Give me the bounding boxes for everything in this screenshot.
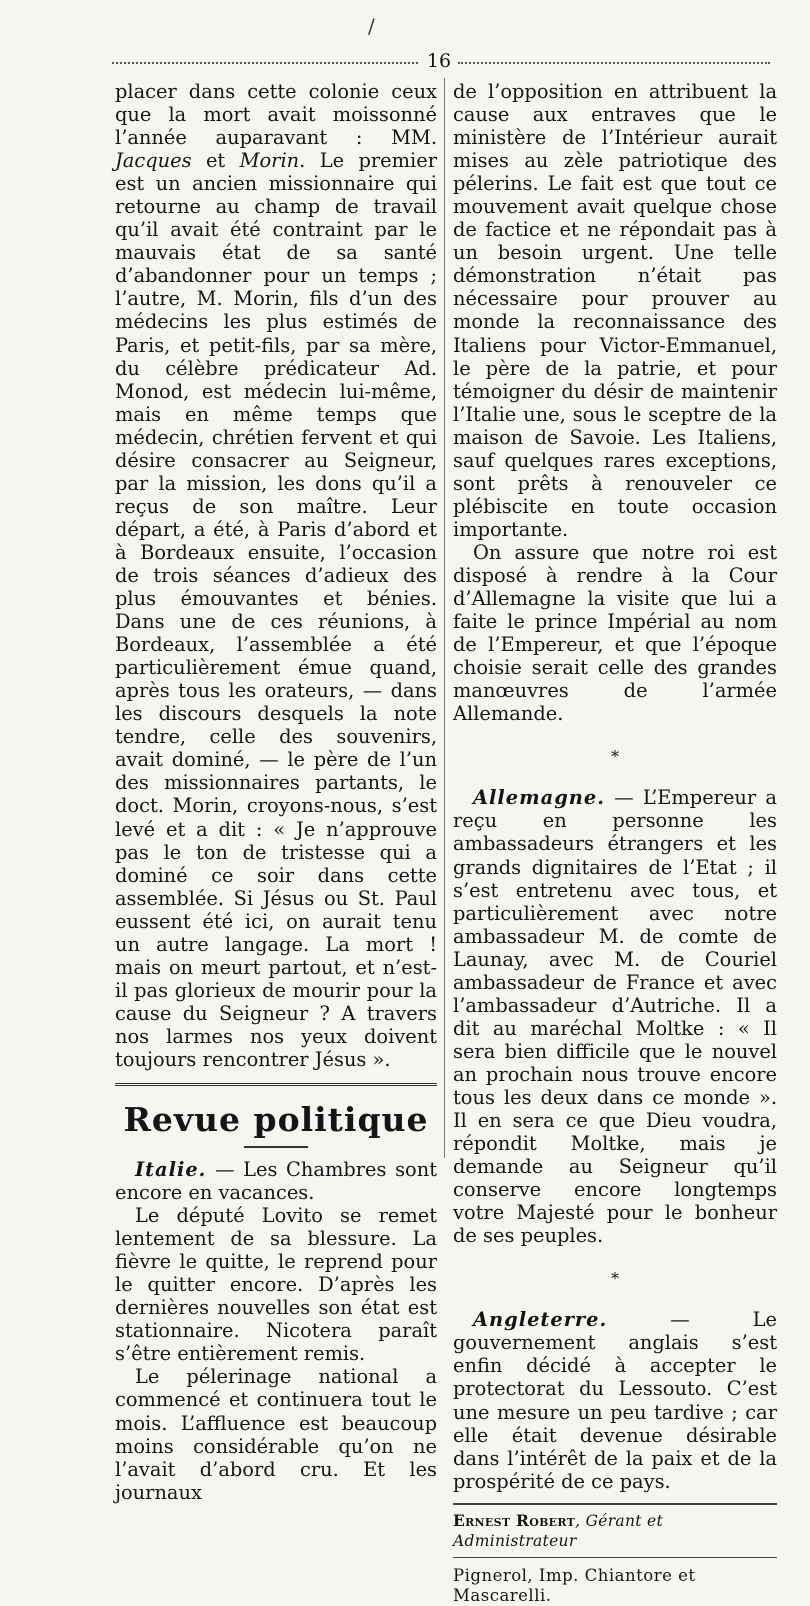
country-label-angleterre: Angleterre. [473, 1308, 608, 1332]
name-jacques: Jacques [115, 149, 192, 173]
roi-paragraph: On assure que notre roi est disposé à rendre à la Cour d’Allemagne la visite que lui a faite le prince Impérial au nom de l’Empereur, et que l’époque choisie serait celle des grandes manœuvres de l’armée Allemande. [453, 540, 777, 726]
footer-rule [453, 1503, 777, 1505]
angleterre-paragraph: Angleterre. — Le gouvernement anglais s’est enfin décidé à accepter le protectorat du Lessouto. C’est une mesure un peu tardive ; car elle était devenue désirable dans l’intérêt de la paix et de la prospérité de ce pays. [453, 1308, 777, 1493]
pelerinage-paragraph: Le pélerinage national a commencé et continuera tout le mois. L’affluence est beaucoup moins considérable qu’on ne l’avait d’abord cru. Et les journaux [115, 1365, 437, 1504]
right-column [453, 80, 777, 1606]
column-divider [444, 78, 445, 1158]
section-title: Revue politique [123, 1100, 429, 1140]
separator-star: * [611, 747, 619, 767]
publisher-role: , Gérant et Administrateur [453, 1511, 664, 1550]
header-rule-right [458, 62, 770, 64]
separator-star: * [611, 1269, 619, 1289]
title-rule [244, 1146, 308, 1148]
opposition-paragraph: de l’opposition en attribuent la cause aux entraves que le ministère de l’Intérieur aurait mises au zèle patriotique des pélerins. Le fait est que tout ce mouvement avait quelque chose de factice et ne répondait pas à un besoin urgent. Une telle démonstration n’était pas nécessaire pour prouver au monde la reconnaissance des Italiens pour Victor-Emmanuel, le père de la patrie, et pour témoigner du désir de maintenir l’Italie une, sous le sceptre de la maison de Savoie. Les Italiens, sauf quelques rares exceptions, sont prêts à renouveler ce plébiscite en toute occasion importante. [453, 80, 777, 541]
publisher-line [453, 1511, 777, 1551]
header-rule-left [112, 62, 418, 64]
allemagne-paragraph: Allemagne. — L’Empereur a reçu en personne les ambassadeurs étrangers et les grands dignitaires de l’Etat ; il s’est entretenu avec tous, et particulièrement avec notre ambassadeur M. de comte de Launay, avec M. de Couriel ambassadeur de France et avec l’ambassadeur d’Autriche. Il a dit au maréchal Moltke : « Il sera bien difficile que le nouvel an prochain nous trouve encore tous les deux dans ce monde ». Il en sera ce que Dieu voudra, répondit Moltke, mais je demande au Seigneur qu’il conserve encore longtemps votre Majesté pour le bonheur de ses peuples. [453, 786, 777, 1248]
name-morin: Morin [239, 149, 300, 173]
printer-line: Pignerol, Imp. Chiantore et Mascarelli. [453, 1565, 696, 1605]
footer-rule-thin [453, 1557, 777, 1558]
top-mark: / [368, 14, 375, 38]
country-label-allemagne: Allemagne. [473, 786, 605, 810]
italie-paragraph: Italie. — Les Chambres sont encore en vacances. [115, 1158, 437, 1205]
page-number: 16 [426, 50, 452, 72]
section-rule [115, 1083, 437, 1086]
left-column [115, 80, 437, 1504]
country-label-italie: Italie. [135, 1158, 207, 1182]
lovito-paragraph: Le député Lovito se remet lentement de sa blessure. La fièvre le quitte, le reprend pour le quitter encore. D’après les dernières nouvelles son état est stationnaire. Nicotera paraît s’être entièrement remis. [115, 1204, 437, 1366]
missionaries-paragraph: placer dans cette colonie ceux que la mort avait moissonné l’année auparavant : MM. Jacques et Morin. Le premier est un ancien missionnaire qui retourne au champ de travail qu’il avait été contraint par le mauvais état de sa santé d’abandonner pour un temps ; l’autre, M. Morin, fils d’un des médecins les plus estimés de Paris, et petit-fils, par sa mère, du célèbre prédicateur Ad. Monod, est médecin lui-même, mais en même temps que médecin, chrétien fervent et qui désire consacrer au Seigneur, par la mission, les dons qu’il a reçus de son maître. Leur départ, a été, à Paris d’abord et à Bordeaux ensuite, l’occasion de trois séances d’adieux des plus émouvantes et bénies. Dans une de ces réunions, à Bordeaux, l’assemblée a été particulièrement émue quand, après tous les orateurs, — dans les discours desquels la note tendre, celle des souvenirs, avait dominé, — le père de l’un des missionnaires partants, le doct. Morin, croyons-nous, s’est levé et a dit : « Je n’approuve pas le ton de tristesse qui a dominé ce soir dans cette assemblée. Si Jésus ou St. Paul eussent été ici, on aurait tenu un autre langage. La mort ! mais on meurt partout, et n’est-il pas glorieux de mourir pour la cause du Seigneur ? A travers nos larmes nos yeux doivent toujours rencontrer Jésus ». [115, 80, 437, 1071]
publisher-name: Ernest Robert [453, 1510, 576, 1530]
